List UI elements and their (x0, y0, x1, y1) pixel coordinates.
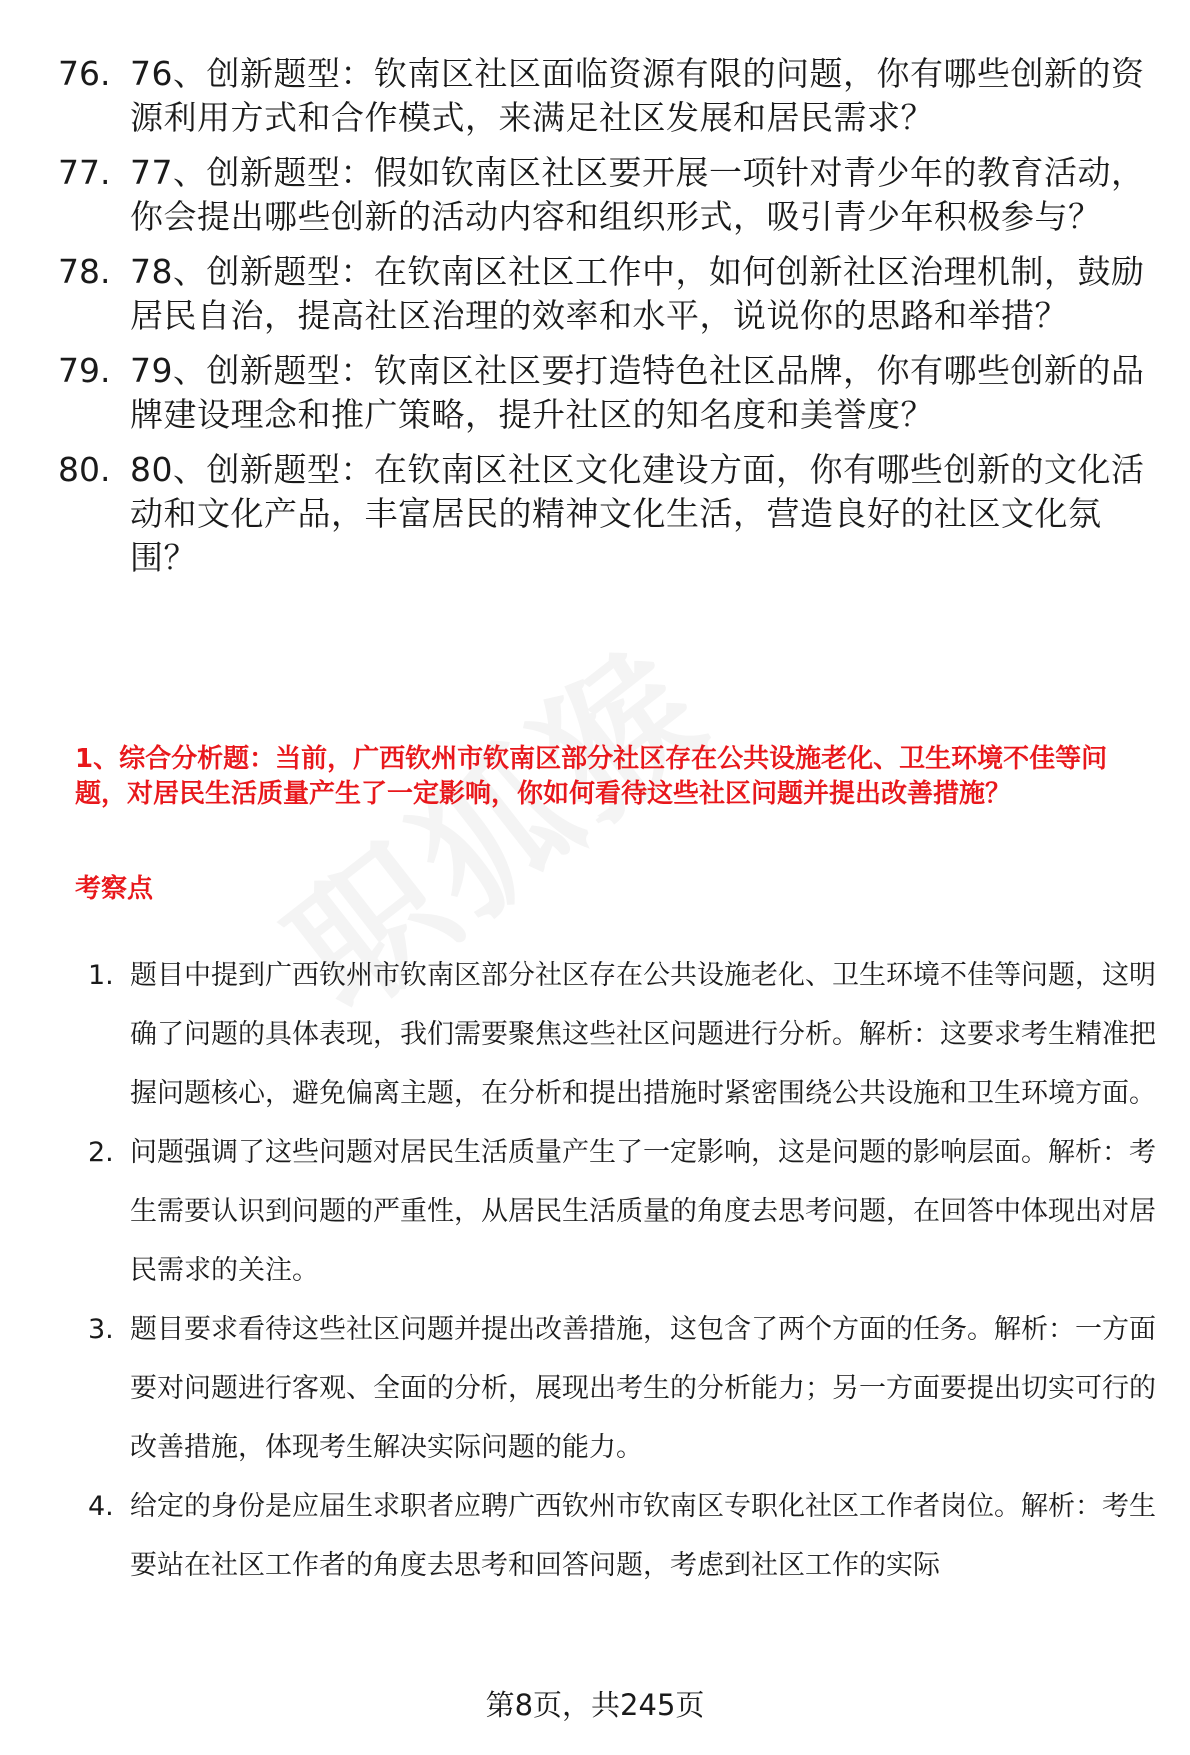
points-heading: 考察点 (75, 874, 154, 904)
list-item (58, 349, 1148, 437)
list-item (88, 1123, 1163, 1300)
points-list (88, 946, 1163, 1595)
list-item (58, 448, 1148, 580)
list-number: 80. (58, 450, 111, 489)
list-number: 79. (58, 351, 111, 390)
list-item (88, 946, 1163, 1123)
list-item (58, 250, 1148, 338)
point-text: 问题强调了这些问题对居民生活质量产生了一定影响，这是问题的影响层面。解析：考生需要认识到问题的严重性，从居民生活质量的角度去思考问题，在回答中体现出对居民需求的关注。 (130, 1137, 1156, 1286)
list-number: 2. (88, 1137, 114, 1168)
question-text: 79、创新题型：钦南区社区要打造特色社区品牌，你有哪些创新的品牌建设理念和推广策略，提升社区的知名度和美誉度？ (130, 351, 1145, 434)
page-number: 第8页，共245页 (485, 1688, 705, 1722)
list-number: 3. (88, 1314, 114, 1345)
list-number: 77. (58, 153, 111, 192)
list-number: 78. (58, 252, 111, 291)
list-item (58, 151, 1148, 239)
question-text: 76、创新题型：钦南区社区面临资源有限的问题，你有哪些创新的资源利用方式和合作模式，来满足社区发展和居民需求？ (130, 54, 1145, 137)
point-text: 题目中提到广西钦州市钦南区部分社区存在公共设施老化、卫生环境不佳等问题，这明确了问题的具体表现，我们需要聚焦这些社区问题进行分析。解析：这要求考生精准把握问题核心，避免偏离主题，在分析和提出措施时紧密围绕公共设施和卫生环境方面。 (130, 960, 1156, 1109)
question-text: 78、创新题型：在钦南区社区工作中，如何创新社区治理机制，鼓励居民自治，提高社区治理的效率和水平，说说你的思路和举措？ (130, 252, 1145, 335)
question-text: 77、创新题型：假如钦南区社区要开展一项针对青少年的教育活动，你会提出哪些创新的活动内容和组织形式，吸引青少年积极参与？ (130, 153, 1145, 236)
list-number: 4. (88, 1491, 114, 1522)
list-item (88, 1477, 1163, 1595)
analysis-question-title: 1、综合分析题：当前，广西钦州市钦南区部分社区存在公共设施老化、卫生环境不佳等问题，对居民生活质量产生了一定影响，你如何看待这些社区问题并提出改善措施？ (75, 744, 1108, 809)
list-number: 76. (58, 54, 111, 93)
point-text: 给定的身份是应届生求职者应聘广西钦州市钦南区专职化社区工作者岗位。解析：考生要站在社区工作者的角度去思考和回答问题，考虑到社区工作的实际 (130, 1491, 1156, 1581)
list-number: 1. (88, 960, 114, 991)
question-list (58, 52, 1148, 591)
point-text: 题目要求看待这些社区问题并提出改善措施，这包含了两个方面的任务。解析：一方面要对问题进行客观、全面的分析，展现出考生的分析能力；另一方面要提出切实可行的改善措施，体现考生解决实际问题的能力。 (130, 1314, 1156, 1463)
list-item (58, 52, 1148, 140)
question-text: 80、创新题型：在钦南区社区文化建设方面，你有哪些创新的文化活动和文化产品，丰富居民的精神文化生活，营造良好的社区文化氛围？ (130, 450, 1145, 577)
list-item (88, 1300, 1163, 1477)
